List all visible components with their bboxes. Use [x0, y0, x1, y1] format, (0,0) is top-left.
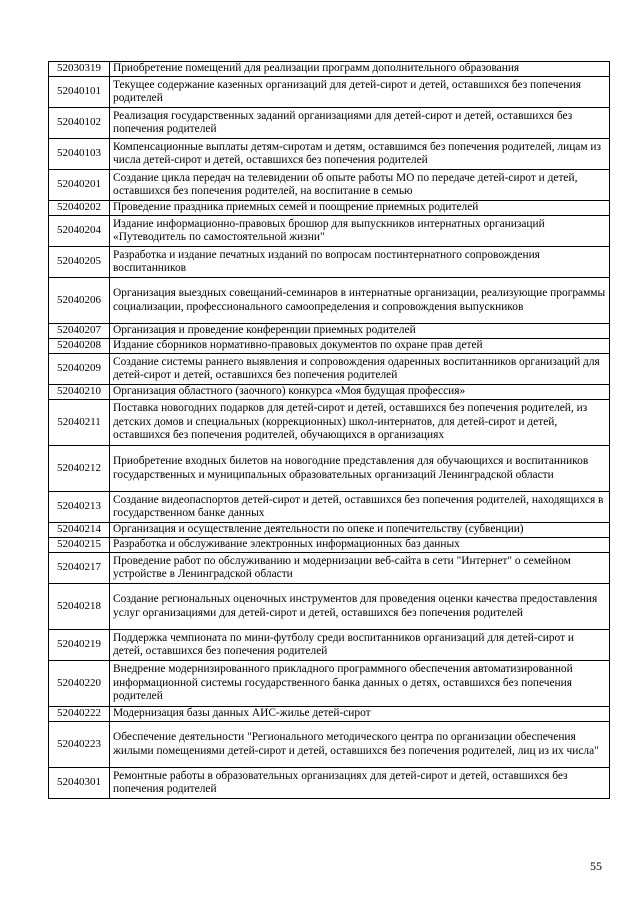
row-code: 52040223: [49, 722, 110, 768]
table-row: [49, 216, 610, 247]
row-code: 52040218: [49, 584, 110, 630]
row-description: Поддержка чемпионата по мини-футболу среди воспитанников организаций для детей-сирот и детей, оставшихся без попечения родителей: [110, 630, 610, 661]
row-code: 52040301: [49, 768, 110, 799]
table-row: [49, 201, 610, 216]
row-description: Поставка новогодних подарков для детей-сирот и детей, оставшихся без попечения родителей, из детских домов и специальных (коррекционных) школ-интернатов, для детей-сирот и детей, оставшихся без попечения родителей, обучающихся в организациях: [110, 400, 610, 446]
row-description: Издание информационно-правовых брошюр для выпускников интернатных организаций «Путеводитель по самостоятельной жизни": [110, 216, 610, 247]
table-row: [49, 523, 610, 538]
table-row: [49, 492, 610, 523]
row-description: Проведение праздника приемных семей и поощрение приемных родителей: [110, 201, 610, 216]
table-row: [49, 584, 610, 630]
row-code: 52040202: [49, 201, 110, 216]
row-code: 52040213: [49, 492, 110, 523]
table-row: [49, 630, 610, 661]
row-code: 52040211: [49, 400, 110, 446]
row-code: 52040205: [49, 247, 110, 278]
row-description: Реализация государственных заданий организациями для детей-сирот и детей, оставшихся без попечения родителей: [110, 108, 610, 139]
row-description: Ремонтные работы в образовательных организациях для детей-сирот и детей, оставшихся без попечения родителей: [110, 768, 610, 799]
row-code: 52040103: [49, 139, 110, 170]
row-description: Компенсационные выплаты детям-сиротам и детям, оставшимся без попечения родителей, лицам из числа детей-сирот и детей, оставшихся без попечения родителей: [110, 139, 610, 170]
table-body: [49, 62, 610, 799]
row-description: Модернизация базы данных АИС-жилье детей-сирот: [110, 707, 610, 722]
table-row: [49, 77, 610, 108]
row-code: 52040215: [49, 538, 110, 553]
table-row: [49, 62, 610, 77]
row-code: 52040208: [49, 339, 110, 354]
row-description: Приобретение входных билетов на новогодние представления для обучающихся и воспитанников государственных и муниципальных образовательных организаций Ленинградской области: [110, 446, 610, 492]
table-row: [49, 553, 610, 584]
row-code: 52040217: [49, 553, 110, 584]
row-code: 52040214: [49, 523, 110, 538]
row-code: 52040204: [49, 216, 110, 247]
table-row: [49, 538, 610, 553]
row-description: Разработка и обслуживание электронных информационных баз данных: [110, 538, 610, 553]
table-row: [49, 247, 610, 278]
page-number: 55: [590, 859, 602, 873]
row-code: 52040212: [49, 446, 110, 492]
row-code: 52030319: [49, 62, 110, 77]
table-row: [49, 339, 610, 354]
row-description: Организация выездных совещаний-семинаров в интернатные организации, реализующие программы социализации, профессионального самоопределения и сопровождения выпускников: [110, 278, 610, 324]
row-code: 52040101: [49, 77, 110, 108]
row-code: 52040210: [49, 385, 110, 400]
table-row: [49, 324, 610, 339]
row-description: Создание системы раннего выявления и сопровождения одаренных воспитанников организаций для детей-сирот и детей, оставшихся без попечения родителей: [110, 354, 610, 385]
row-code: 52040201: [49, 170, 110, 201]
table-row: [49, 278, 610, 324]
row-description: Организация областного (заочного) конкурса «Моя будущая профессия»: [110, 385, 610, 400]
row-description: Создание видеопаспортов детей-сирот и детей, оставшихся без попечения родителей, находящихся в государственном банке данных: [110, 492, 610, 523]
table-row: [49, 170, 610, 201]
row-code: 52040102: [49, 108, 110, 139]
row-description: Создание региональных оценочных инструментов для проведения оценки качества предоставления услуг организациями для детей-сирот и детей, оставшихся без попечения родителей: [110, 584, 610, 630]
row-description: Проведение работ по обслуживанию и модернизации веб-сайта в сети "Интернет" о семейном устройстве в Ленинградской области: [110, 553, 610, 584]
row-code: 52040209: [49, 354, 110, 385]
row-description: Текущее содержание казенных организаций для детей-сирот и детей, оставшихся без попечения родителей: [110, 77, 610, 108]
row-description: Создание цикла передач на телевидении об опыте работы МО по передаче детей-сирот и детей, оставшихся без попечения родителей, на воспитание в семью: [110, 170, 610, 201]
table-row: [49, 385, 610, 400]
row-description: Разработка и издание печатных изданий по вопросам постинтернатного сопровождения воспитанников: [110, 247, 610, 278]
table-row: [49, 661, 610, 707]
row-code: 52040219: [49, 630, 110, 661]
table-row: [49, 108, 610, 139]
table-row: [49, 768, 610, 799]
table-row: [49, 722, 610, 768]
table-row: [49, 707, 610, 722]
row-description: Внедрение модернизированного прикладного программного обеспечения автоматизированной информационной системы государственного банка данных о детях, оставшихся без попечения родителей: [110, 661, 610, 707]
table-row: [49, 354, 610, 385]
budget-code-table: [48, 61, 610, 799]
table-row: [49, 400, 610, 446]
row-description: Обеспечение деятельности "Регионального методического центра по организации обеспечения жилыми помещениями детей-сирот и детей, оставшихся без попечения родителей, лиц из их числа": [110, 722, 610, 768]
row-code: 52040206: [49, 278, 110, 324]
row-code: 52040207: [49, 324, 110, 339]
table-row: [49, 139, 610, 170]
row-code: 52040222: [49, 707, 110, 722]
row-description: Издание сборников нормативно-правовых документов по охране прав детей: [110, 339, 610, 354]
table-row: [49, 446, 610, 492]
row-description: Приобретение помещений для реализации программ дополнительного образования: [110, 62, 610, 77]
row-description: Организация и осуществление деятельности по опеке и попечительству (субвенции): [110, 523, 610, 538]
row-description: Организация и проведение конференции приемных родителей: [110, 324, 610, 339]
row-code: 52040220: [49, 661, 110, 707]
